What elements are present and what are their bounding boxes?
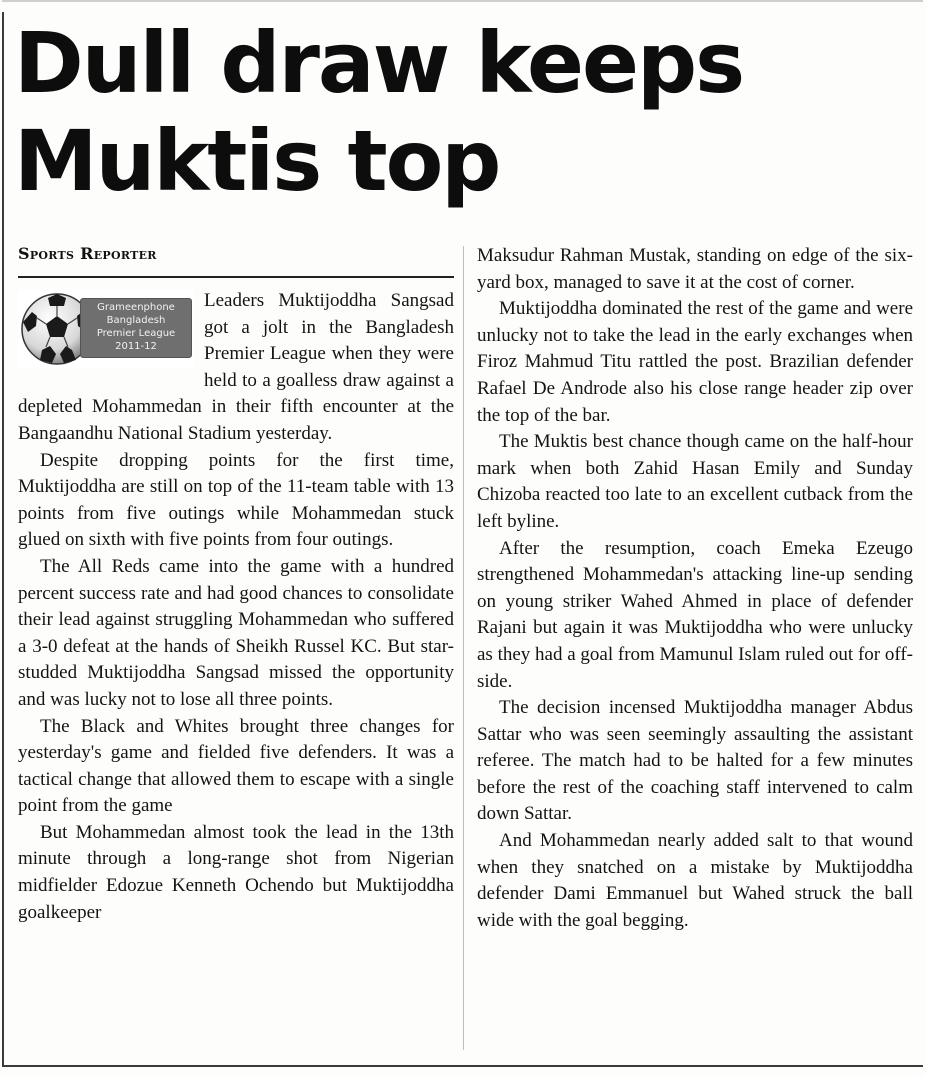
- league-badge: [80, 298, 192, 358]
- paragraph: And Mohammedan nearly added salt to that wound when they snatched on a mistake by Muktijoddha defender Dami Emmanuel but Wahed struck the ball wide with the goal begging.: [477, 830, 913, 931]
- headline-line-2: Muktis top: [14, 112, 500, 210]
- league-logo: [18, 290, 194, 368]
- badge-line-1: Grameenphone: [97, 302, 175, 313]
- headline: [14, 14, 919, 210]
- paragraph: The Black and Whites brought three changes for yesterday's game and fielded five defenders. It was a tactical change that allowed them to escape with a single point from the game: [18, 715, 454, 817]
- paragraph: But Mohammedan almost took the lead in the 13th minute through a long-range shot from Nigerian midfielder Edozue Kenneth Ochendo but Muktijoddha goalkeeper: [18, 821, 454, 923]
- article-column-left: [18, 288, 454, 926]
- paragraph: The Muktis best chance though came on the half-hour mark when both Zahid Hasan Emily and Sunday Chizoba reacted too late to an excellent cutback from the left byline.: [477, 431, 913, 532]
- paragraph: The decision incensed Muktijoddha manager Abdus Sattar who was seen seemingly assaulting the assistant referee. The match had to be halted for a few minutes before the rest of the coaching staff intervened to calm down Sattar.: [477, 697, 913, 825]
- badge-line-4: 2011-12: [115, 341, 157, 352]
- badge-line-3: Premier League: [96, 328, 176, 339]
- top-border: [2, 0, 923, 2]
- bottom-border: [2, 1065, 923, 1067]
- article-column-right: [477, 243, 913, 934]
- paragraph: Leaders Muktijoddha Sangsad got a jolt in the Bangladesh Premier League when they were held to a goalless draw against a depleted Mohammedan in their fifth encounter at the Bangaandhu National Stadium yesterday.: [18, 290, 454, 444]
- paragraph: After the resumption, coach Emeka Ezeugo strengthened Mohammedan's attacking line-up sending on young striker Wahed Ahmed in place of defender Rajani but again it was Muktijoddha who were unlucky as they had a goal from Mamunul Islam ruled out for off-side.: [477, 537, 914, 692]
- paragraph: Maksudur Rahman Mustak, standing on edge of the six-yard box, managed to save it at the cost of corner.: [477, 245, 913, 293]
- paragraph: The All Reds came into the game with a hundred percent success rate and had good chances to consolidate their lead against struggling Mohammedan who suffered a 3-0 defeat at the hands of Sheikh Russel KC. But star-studded Muktijoddha Sangsad missed the opportunity and was lucky not to lose all three points.: [18, 555, 454, 710]
- paragraph: Muktijoddha dominated the rest of the game and were unlucky not to take the lead in the early exchanges when Firoz Mahmud Titu rattled the post. Brazilian defender Rafael De Androde also his close range header zip over the top of the bar.: [477, 298, 913, 426]
- byline: Sports Reporter: [18, 244, 157, 263]
- left-border: [2, 12, 4, 1067]
- badge-line-2: Bangladesh: [106, 315, 166, 326]
- column-divider: [463, 246, 464, 1050]
- paragraph: Despite dropping points for the first time, Muktijoddha are still on top of the 11-team table with 13 points from five outings while Mohammedan stuck glued on sixth with five points from four outings.: [18, 449, 454, 551]
- headline-line-1: Dull draw keeps: [14, 14, 744, 112]
- byline-rule: [18, 276, 454, 278]
